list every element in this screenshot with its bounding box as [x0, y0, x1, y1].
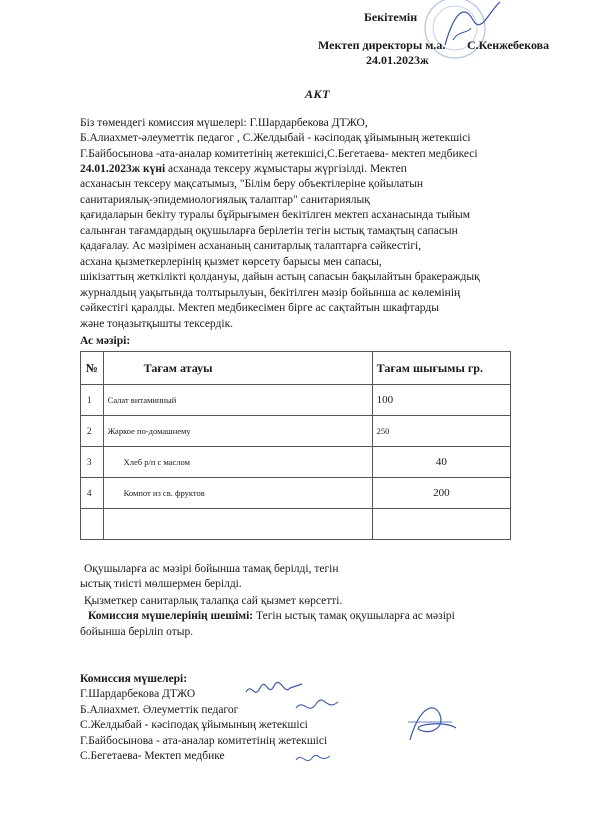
- decision-label: Комиссия мүшелерінің шешімі:: [88, 610, 254, 622]
- row-amount: 200: [372, 478, 510, 509]
- body-line: асхана қызметкерлерінің қызмет көрсету барысы мен сапасы,: [80, 256, 382, 268]
- body-line: сәйкестігі қаралды. Мектеп медбикесімен бірге ас сақтайтын шкафтарды: [80, 302, 439, 314]
- table-header-row: [81, 352, 511, 385]
- body-line: Біз төмендегі комиссия мүшелері: Г.Шардарбекова ДТЖО,: [80, 117, 368, 129]
- body-line: асханасын тексеру мақсатымыз, "Білім беру объектілеріне қойылатын: [80, 178, 424, 190]
- body-line: санитариялық-эпидемиологиялық талаптар" санитариялық: [80, 194, 370, 206]
- decision-line: [88, 609, 455, 623]
- row-amount: [372, 509, 510, 540]
- row-dish: [103, 509, 372, 540]
- approval-line1: Бекітемін: [364, 10, 418, 24]
- signature-aliakhmet: [294, 696, 342, 718]
- row-num: [81, 509, 104, 540]
- signature-zheldybai: [400, 700, 460, 748]
- commission-member: С.Бегетаева- Мектеп медбике: [80, 750, 225, 762]
- body-line: қағидаларын бекіту туралы бұйрығымен бекітілген мектеп асханасында тыйым: [80, 209, 471, 221]
- row-dish: Салат витаминный: [103, 385, 372, 416]
- after-line: Қызметкер санитарлық талапқа сай қызмет көрсетті.: [84, 595, 343, 607]
- table-row: [81, 447, 511, 478]
- row-amount: 250: [372, 416, 510, 447]
- menu-heading: Ас мәзірі:: [80, 335, 131, 347]
- table-row: [81, 416, 511, 447]
- body-line: журналдың уақытында толтырылуын, бекітілген мәзір бойынша ас көлемінің: [80, 287, 461, 299]
- body-line: шікізаттың жеткілікті қолдануы, дайын астың сапасын бақылайтын бракераждық: [80, 271, 480, 283]
- body-line: Г.Байбосынова -ата-аналар комитетінің жетекшісі,С.Бегетаева- мектеп медбикесі: [80, 148, 478, 160]
- body-date-rest: асханада тексеру жұмыстары жүргізілді. Мектеп: [165, 163, 407, 175]
- row-num: 2: [81, 416, 104, 447]
- table-row: [81, 509, 511, 540]
- row-amount: 40: [372, 447, 510, 478]
- decision-text: Тегін ыстық тамақ оқушыларға ас мәзірі: [253, 610, 455, 622]
- approval-line2: Мектеп директоры м.а.: [318, 38, 446, 52]
- decision-line2: бойынша беріліп отыр.: [80, 626, 194, 638]
- body-line: Б.Алиахмет-әлеуметтік педагог , С.Желдыбай - кәсіподақ ұйымының жетекшісі: [80, 132, 471, 144]
- row-amount: 100: [372, 385, 510, 416]
- approval-date: 24.01.2023ж: [366, 53, 429, 67]
- document-title: АКТ: [305, 87, 330, 101]
- header-dish: Тағам атауы: [103, 352, 372, 385]
- body-date: 24.01.2023ж күні: [80, 163, 166, 175]
- body-date-line: [80, 162, 407, 176]
- header-num: №: [81, 352, 104, 385]
- signature-begetaeva: [294, 750, 334, 768]
- commission-member: С.Желдыбай - кәсіподақ ұйымының жетекшісі: [80, 719, 308, 731]
- row-dish: Жаркое по-домашнему: [103, 416, 372, 447]
- commission-member: Г.Байбосынова - ата-аналар комитетінің жетекшісі: [80, 735, 328, 747]
- commission-member: Б.Алиахмет. Әлеуметтік педагог: [80, 704, 239, 716]
- row-num: 1: [81, 385, 104, 416]
- row-dish: Компот из св. фруктов: [103, 478, 372, 509]
- body-line: салынған тағамдардың оқушыларға берілетін тегін ыстық тамақтың сапасын: [80, 225, 458, 237]
- row-dish: Хлеб р/п с маслом: [103, 447, 372, 478]
- body-line: қадағалау. Ас мәзірімен асхананың санитарлық талаптарға сәйкестігі,: [80, 240, 422, 252]
- row-num: 3: [81, 447, 104, 478]
- approval-director: С.Кенжебекова: [467, 38, 550, 52]
- menu-table: [80, 351, 511, 540]
- after-line: ыстық тиісті мөлшермен берілді.: [80, 578, 242, 590]
- table-row: [81, 478, 511, 509]
- header-amount: Тағам шығымы гр.: [372, 352, 510, 385]
- body-line: және тоңазытқышты тексердік.: [80, 318, 234, 330]
- commission-heading: Комиссия мүшелері:: [80, 673, 188, 685]
- commission-member: Г.Шардарбекова ДТЖО: [80, 688, 196, 700]
- row-num: 4: [81, 478, 104, 509]
- after-line: Оқушыларға ас мәзірі бойынша тамақ берілді, тегін: [84, 563, 339, 575]
- table-row: [81, 385, 511, 416]
